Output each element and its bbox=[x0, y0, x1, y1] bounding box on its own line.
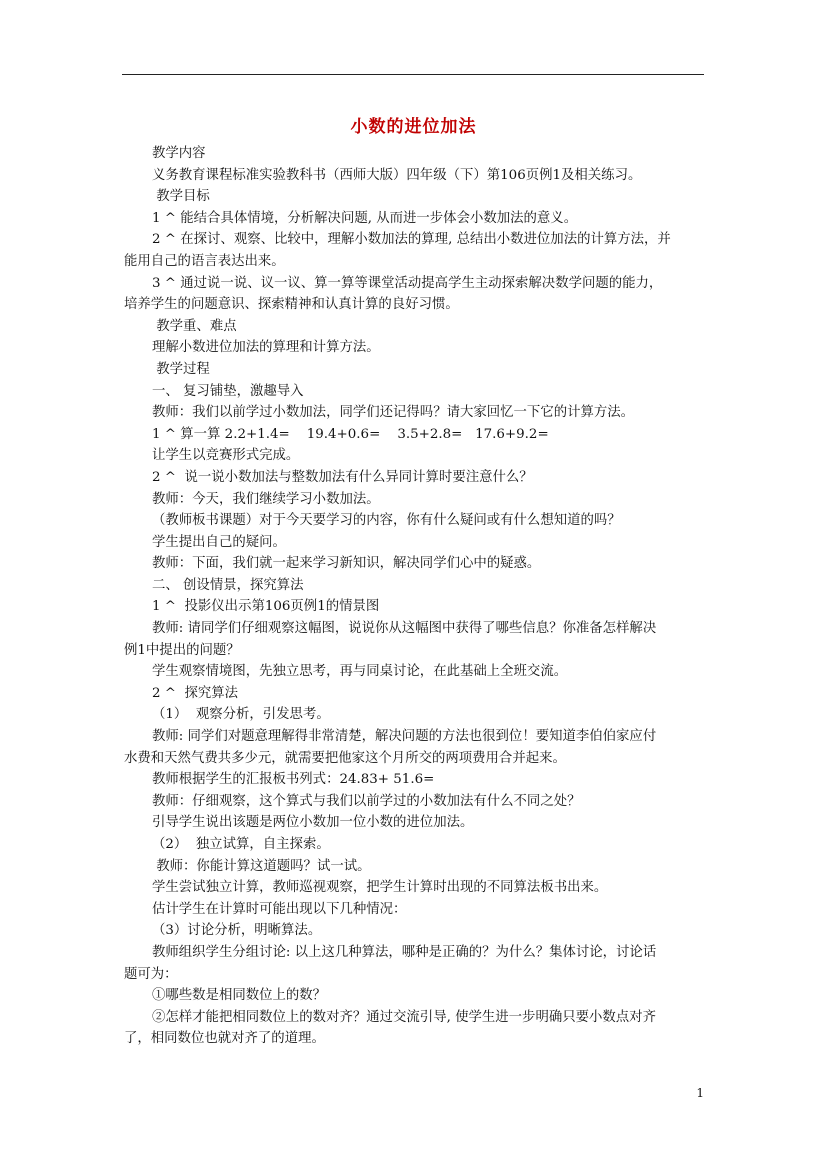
header-rule bbox=[122, 74, 704, 75]
text-line: 义务教育课程标准实验教科书（西师大版）四年级（下）第106页例1及相关练习。 bbox=[152, 167, 642, 183]
text-line: 2 ^ 说一说小数加法与整数加法有什么异同计算时要注意什么？ bbox=[152, 469, 533, 485]
text-line: 能用自己的语言表达出来。 bbox=[124, 253, 285, 269]
text-line: 教学目标 bbox=[152, 189, 210, 205]
text-line: （2） 独立试算，自主探索。 bbox=[152, 837, 330, 852]
text-line: 教师：今天，我们继续学习小数加法。 bbox=[152, 491, 380, 507]
text-line: 1 ^ 算一算 2.2+1.4= 19.4+0.6= 3.5+2.8= 17.6+9.2= bbox=[152, 426, 549, 442]
text-line: 教学内容 bbox=[152, 146, 206, 161]
text-line: 让学生以竞赛形式完成。 bbox=[152, 448, 300, 464]
text-line: 引导学生说出该题是两位小数加一位小数的进位加法。 bbox=[152, 815, 474, 831]
text-line: 教学过程 bbox=[152, 361, 210, 377]
text-line: 了，相同数位也就对齐了的道理。 bbox=[124, 1031, 325, 1047]
text-line: 1 ^ 能结合具体情境，分析解决问题, 从而进一步体会小数加法的意义。 bbox=[152, 210, 578, 226]
text-line: 教学重、难点 bbox=[152, 318, 237, 334]
document-body bbox=[124, 143, 704, 1050]
text-line: （3）讨论分析，明晰算法。 bbox=[152, 923, 322, 939]
text-line: 学生提出自己的疑问。 bbox=[152, 534, 286, 550]
text-line: 2 ^ 探究算法 bbox=[152, 685, 239, 701]
text-line: 学生观察情境图，先独立思考，再与同桌讨论，在此基础上全班交流。 bbox=[152, 664, 568, 680]
text-line: 1 ^ 投影仪出示第106页例1的情景图 bbox=[152, 599, 380, 615]
text-line: （教师板书课题）对于今天要学习的内容，你有什么疑问或有什么想知道的吗？ bbox=[152, 513, 621, 529]
text-line: ②怎样才能把相同数位上的数对齐？通过交流引导, 使学生进一步明确只要小数点对齐 bbox=[152, 1009, 656, 1025]
text-line: 教师: 请同学们仔细观察这幅图，说说你从这幅图中获得了哪些信息？你准备怎样解决 bbox=[152, 621, 657, 637]
text-line: （1） 观察分析，引发思考。 bbox=[152, 707, 330, 723]
text-line: 教师：仔细观察，这个算式与我们以前学过的小数加法有什么不同之处？ bbox=[152, 793, 581, 809]
text-line: ①哪些数是相同数位上的数？ bbox=[152, 988, 327, 1004]
text-line: 2 ^ 在探讨、观察、比较中，理解小数加法的算理, 总结出小数进位加法的计算方法，并 bbox=[152, 232, 671, 248]
text-line: 二、 创设情景，探究算法 bbox=[152, 577, 304, 593]
document-title: 小数的进位加法 bbox=[350, 117, 477, 137]
text-line: 理解小数进位加法的算理和计算方法。 bbox=[152, 340, 380, 356]
text-line: 教师：我们以前学过小数加法，同学们还记得吗？请大家回忆一下它的计算方法。 bbox=[152, 405, 635, 421]
text-line: 教师根据学生的汇报板书列式：24.83+ 51.6= bbox=[152, 772, 435, 788]
text-line: 估计学生在计算时可能出现以下几种情况： bbox=[152, 901, 407, 917]
page-number: 1 bbox=[696, 1086, 704, 1100]
text-line: 教师：下面，我们就一起来学习新知识，解决同学们心中的疑惑。 bbox=[152, 556, 541, 572]
text-line: 教师: 同学们对题意理解得非常清楚，解决问题的方法也很到位！要知道李伯伯家应付 bbox=[152, 729, 657, 745]
text-line: 3 ^ 通过说一说、议一议、算一算等课堂活动提高学生主动探索解决数学问题的能力， bbox=[152, 275, 663, 291]
text-line: 培养学生的问题意识、探索精神和认真计算的良好习惯。 bbox=[124, 297, 459, 313]
text-line: 水费和天然气费共多少元，就需要把他家这个月所交的两项费用合并起来。 bbox=[124, 750, 566, 766]
text-line: 教师组织学生分组讨论: 以上这几种算法，哪种是正确的？为什么？集体讨论，讨论话 bbox=[152, 944, 657, 960]
text-line: 学生尝试独立计算，教师巡视观察，把学生计算时出现的不同算法板书出来。 bbox=[152, 880, 608, 896]
text-line: 一、 复习铺垫，激趣导入 bbox=[152, 383, 304, 399]
text-line: 题可为： bbox=[124, 966, 178, 982]
text-line: 例1中提出的问题？ bbox=[124, 642, 240, 658]
text-line: 教师：你能计算这道题吗？试一试。 bbox=[152, 858, 371, 874]
